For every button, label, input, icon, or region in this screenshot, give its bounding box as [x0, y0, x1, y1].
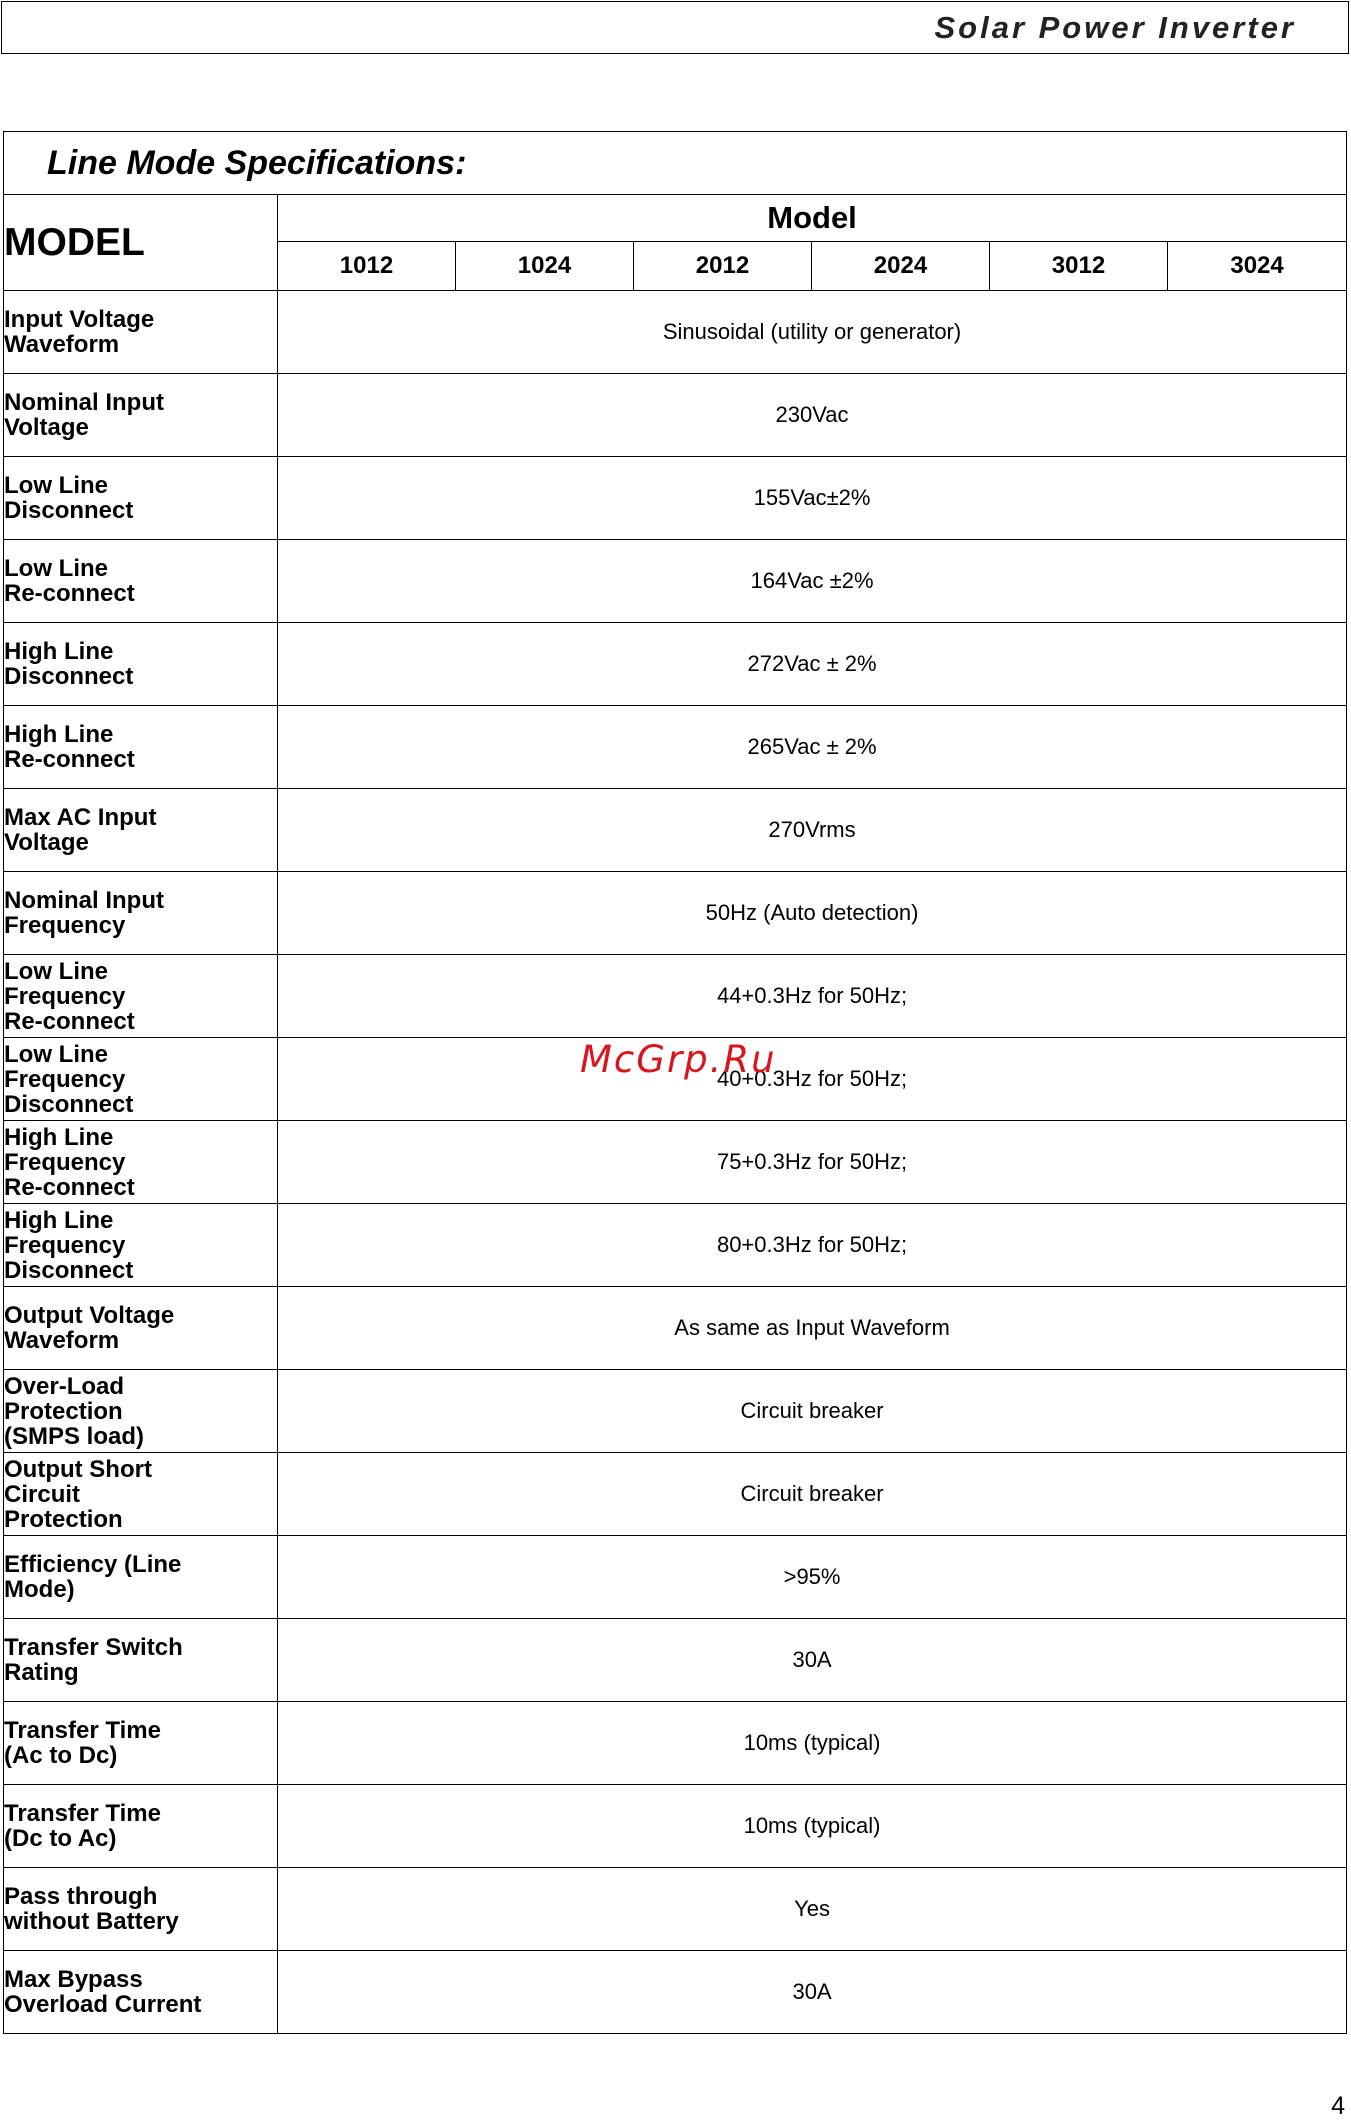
spec-label: Output Short Circuit Protection — [4, 1453, 278, 1536]
spec-label: Low Line Frequency Disconnect — [4, 1038, 278, 1121]
spec-value: 75+0.3Hz for 50Hz; — [278, 1121, 1347, 1204]
spec-value: 230Vac — [278, 374, 1347, 457]
spec-value: 164Vac ±2% — [278, 540, 1347, 623]
spec-value: 50Hz (Auto detection) — [278, 872, 1347, 955]
table-row — [4, 540, 1347, 623]
spec-value: Sinusoidal (utility or generator) — [278, 291, 1347, 374]
model-column-2024: 2024 — [812, 242, 990, 291]
table-caption-cell — [4, 132, 1347, 195]
table-row — [4, 1702, 1347, 1785]
spec-value: 30A — [278, 1619, 1347, 1702]
spec-label: Low Line Re-connect — [4, 540, 278, 623]
spec-label: Input Voltage Waveform — [4, 291, 278, 374]
page-header — [1, 1, 1349, 54]
table-caption: Line Mode Specifications: — [47, 143, 467, 182]
page-number: 4 — [1331, 2092, 1345, 2120]
table-row — [4, 1370, 1347, 1453]
spec-value: Circuit breaker — [278, 1370, 1347, 1453]
spec-label: High Line Re-connect — [4, 706, 278, 789]
spec-value: 10ms (typical) — [278, 1785, 1347, 1868]
spec-value: 155Vac±2% — [278, 457, 1347, 540]
table-row — [4, 789, 1347, 872]
model-label: MODEL — [4, 195, 278, 291]
spec-value: 10ms (typical) — [278, 1702, 1347, 1785]
table-row — [4, 1951, 1347, 2034]
spec-label: Low Line Frequency Re-connect — [4, 955, 278, 1038]
table-row — [4, 623, 1347, 706]
spec-value: 40+0.3Hz for 50Hz; — [278, 1038, 1347, 1121]
spec-label: Transfer Time (Ac to Dc) — [4, 1702, 278, 1785]
spec-value: 270Vrms — [278, 789, 1347, 872]
spec-label: Nominal Input Voltage — [4, 374, 278, 457]
table-row — [4, 1453, 1347, 1536]
header-title: Solar Power Inverter — [934, 10, 1296, 45]
spec-value: 272Vac ± 2% — [278, 623, 1347, 706]
spec-label: Transfer Time (Dc to Ac) — [4, 1785, 278, 1868]
spec-label: Efficiency (Line Mode) — [4, 1536, 278, 1619]
line-mode-spec-table — [3, 131, 1347, 2034]
spec-label: High Line Frequency Disconnect — [4, 1204, 278, 1287]
spec-value: Yes — [278, 1868, 1347, 1951]
spec-label: Pass through without Battery — [4, 1868, 278, 1951]
model-column-3012: 3012 — [990, 242, 1168, 291]
spec-label: Over-Load Protection (SMPS load) — [4, 1370, 278, 1453]
spec-label: Transfer Switch Rating — [4, 1619, 278, 1702]
spec-label: Max AC Input Voltage — [4, 789, 278, 872]
model-group-header: Model — [278, 195, 1347, 242]
watermark: McGrp.Ru — [580, 1038, 777, 1081]
table-row — [4, 1868, 1347, 1951]
table-row — [4, 1536, 1347, 1619]
table-row — [4, 706, 1347, 789]
table-row — [4, 955, 1347, 1038]
model-column-3024: 3024 — [1168, 242, 1347, 291]
model-column-1024: 1024 — [456, 242, 634, 291]
spec-value: As same as Input Waveform — [278, 1287, 1347, 1370]
table-row — [4, 457, 1347, 540]
table-row — [4, 291, 1347, 374]
spec-label: High Line Disconnect — [4, 623, 278, 706]
table-row — [4, 1785, 1347, 1868]
spec-label: Nominal Input Frequency — [4, 872, 278, 955]
table-row — [4, 1204, 1347, 1287]
spec-value: Circuit breaker — [278, 1453, 1347, 1536]
spec-label: Low Line Disconnect — [4, 457, 278, 540]
table-row — [4, 1121, 1347, 1204]
model-column-1012: 1012 — [278, 242, 456, 291]
spec-value: 265Vac ± 2% — [278, 706, 1347, 789]
table-row — [4, 1619, 1347, 1702]
table-row — [4, 374, 1347, 457]
spec-value: >95% — [278, 1536, 1347, 1619]
spec-label: Max Bypass Overload Current — [4, 1951, 278, 2034]
table-row — [4, 1287, 1347, 1370]
spec-value: 30A — [278, 1951, 1347, 2034]
model-column-2012: 2012 — [634, 242, 812, 291]
spec-value: 80+0.3Hz for 50Hz; — [278, 1204, 1347, 1287]
spec-label: Output Voltage Waveform — [4, 1287, 278, 1370]
table-row — [4, 872, 1347, 955]
spec-label: High Line Frequency Re-connect — [4, 1121, 278, 1204]
spec-value: 44+0.3Hz for 50Hz; — [278, 955, 1347, 1038]
